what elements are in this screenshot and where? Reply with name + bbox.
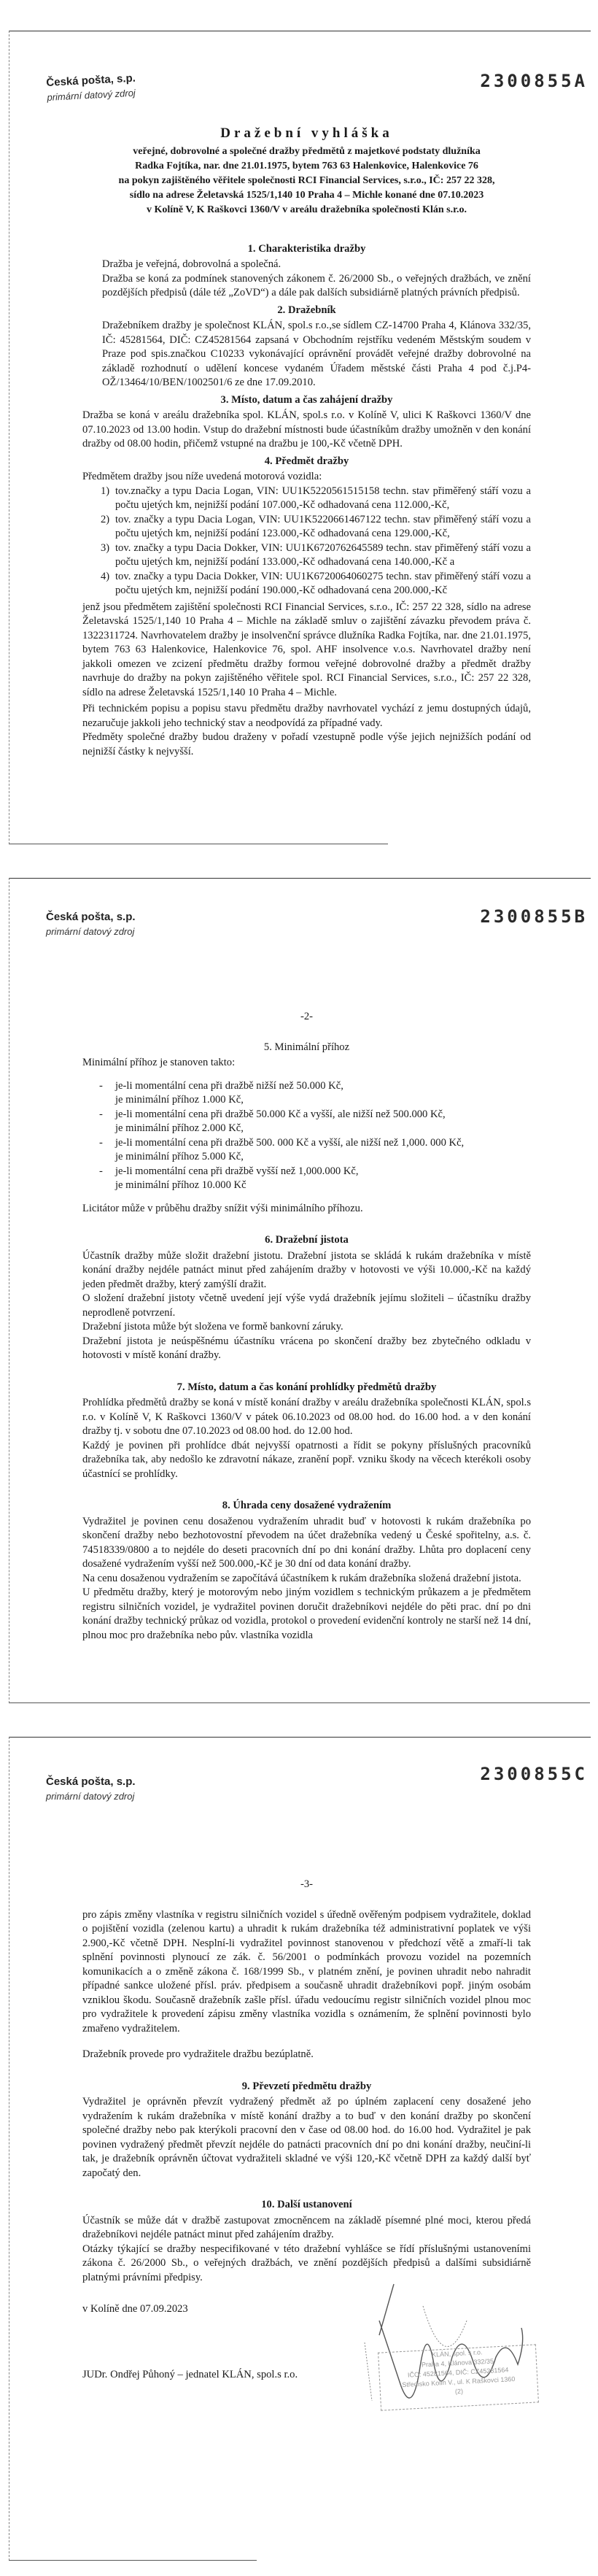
- paragraph: Prohlídka předmětů dražby se koná v místě konání dražby v areálu dražebníka společnosti KLÁN, spol.s r.o. v Kolíně V, K Raškovci 1360/V v pátek 06.10.2023 od 08.00 hod. do 16.00 hod. a v den konání dražby tj. v sobotu dne 07.10.2023 od 08.00 hod. do 12.00 hod.: [82, 1397, 531, 1437]
- item-number: 2): [101, 513, 110, 525]
- paragraph: Dražební jistota je neúspěšnému účastníku vrácena po skončení dražby bez zbytečného odkladu v hotovosti v místě konání dražby.: [82, 1335, 531, 1361]
- bid-condition: - je-li momentální cena při dražbě vyšší než 1,000.000 Kč,: [115, 1165, 359, 1177]
- paragraph: Licitátor může v průběhu dražby snížit výši minimálního příhozu.: [82, 1202, 363, 1214]
- section-1-body: [82, 258, 531, 301]
- paragraph: Dražebníkem dražby je společnost KLÁN, spol.s r.o.,se sídlem CZ-14700 Praha 4, Klánova 332/35, IČ: 45281564, DIČ: CZ45281564 zapsaná v Obchodním rejstříku vedeném Městským soudem v Praze pod spis.značkou C10233 vykonávající oprávnění provádět veřejné dražby dobrovolné na základě rozhodnutí o udělení koncese vydaném Úřadem městské části Praha 4 pod č.j.P4-OŽ/13464/10/BEN/1002501/6 ze dne 17.09.2010.: [102, 320, 531, 388]
- paragraph: Účastník se může dát v dražbě zastupovat zmocněncem na základě písemné plné moci, kterou předá dražebníkovi nejdéle patnáct minut před zahájením dražby.: [82, 2214, 531, 2240]
- section-3-heading: 3. Místo, datum a čas zahájení dražby: [220, 393, 393, 406]
- item-text: tov.značky a typu Dacia Logan, VIN: UU1K5220561515158 techn. stav přiměřený stáří vozu a počtu ujetých km, nejnižší podání 107.000,-Kč odhadovaná cena 112.000,-Kč,: [115, 485, 531, 511]
- seal-line: Praha 4, Klánova 332/35: [421, 2357, 494, 2369]
- paragraph: pro zápis změny vlastníka v registru silničních vozidel s úředně ověřeným podpisem vydražitele, doklad o pojištění vozidla (zelenou kartu) a uhradit k rukám dražebníka též administrativní poplatek ve výši 2.900,-Kč včetně DPH. Nesplní-li vydražitel povinnost stanovenou v předchozí větě a zmaří-li tak splnění povinnosti plynoucí ze zák. č. 56/2001 o podmínkách provozu vozidel na pozemních komunikacích a o změně zákona č. 168/1999 Sb., v platném znění, je povinen uhradit nebo nahradit případné sankce uložené přísl. práv. předpisem a současně uhradit dražebníkovi popř. jiným osobám vzniklou škodu. Současně dražebník zašle přísl. úřadu vedoucímu registr silničních vozidel plnou moc pro vydražitele k provedení zápisu změny vlastníka vozidla s oznámením, že splnění povinnosti bylo zmařeno vydražitelem.: [82, 1908, 531, 2035]
- subtitle-line: veřejné, dobrovolné a společné dražby předmětů z majetkové podstaty dlužníka: [133, 145, 481, 157]
- paragraph: Dražebník provede pro vydražitele dražbu bezúplatně.: [82, 2048, 314, 2060]
- signatory: JUDr. Ondřej Půhoný – jednatel KLÁN, spol.s r.o.: [82, 2368, 298, 2380]
- section-4-heading: 4. Předmět dražby: [264, 455, 349, 467]
- stamp-sub: primární datový zdroj: [47, 87, 136, 103]
- stamp-org: Česká pošta, s.p.: [46, 1775, 136, 1788]
- min-bid-list: [82, 1079, 531, 1193]
- postal-stamp: [46, 72, 136, 103]
- document-page-1: [9, 31, 591, 844]
- paragraph: Dražební jistota může být složena ve formě bankovní záruky.: [82, 1321, 343, 1333]
- paragraph: jenž jsou předmětem zajištění společnosti RCI Financial Services, s.r.o., IČ: 257 22 328, sídlo na adrese Želetavská 1525/1,140 10 Praha 4 – Michle na základě smluv o zajištění závazku převodem práva č. 1322311724. Navrhovatelem dražby je insolvenční správce dlužníka Radka Fojtíka, nar. dne 21.01.1975, bytem 763 63 Halenkovice, Halenkovice 76, spol. AHF insolvence v.o.s. Navrhovatel dražby není jakkoli omezen ve zcizení předmětu dražby formou veřejné dobrovolné dražby a předmět dražby navrhuje do dražby na pokyn zajištěného věřitele spol. RCI Financial Services, s.r.o., IČ: 257 22 328, sídlo na adrese Želetavská 1525/1,140 10 Praha 4 – Michle.: [82, 601, 531, 698]
- document-number: 2300855A: [480, 71, 588, 91]
- paragraph: O složení dražební jistoty včetně uvedení její výše vydá dražebník jejímu složiteli – účastníku dražby neprodleně potvrzení.: [82, 1292, 531, 1319]
- item-number: 4): [101, 570, 110, 582]
- item-text: tov. značky a typu Dacia Dokker, VIN: UU1K6720064060275 techn. stav přiměřený stáří vozu a počtu ujetých km, nejnižší podání 190.000,-Kč odhadovaná cena 200.000,-Kč: [115, 570, 531, 596]
- vehicle-item: [82, 513, 531, 541]
- paragraph: Předměty společné dražby budou draženy v pořadí vzestupně podle výše jejich nejnižších podání od nejnižší částky k nejvyšší.: [82, 731, 531, 757]
- section-8-heading: 8. Úhrada ceny dosažené vydražením: [222, 1500, 392, 1511]
- seal-line: Středisko Kolín V., ul. K Raškovci 1360: [402, 2375, 516, 2389]
- paragraph: Při technickém popisu a popisu stavu předmětu dražby navrhovatel vychází z jemu dostupných údajů, nezaručuje jakkoli jeho technický stav a neodpovídá za případné vady.: [82, 703, 531, 729]
- section-10-heading: 10. Další ustanovení: [261, 2199, 352, 2210]
- paragraph: U předmětu dražby, který je motorovým nebo jiným vozidlem s technickým průkazem a je předmětem registru silničních vozidel, je vydražitel povinen doručit dražebníkovi nejdéle do pěti prac. dní po dni konání dražby technický průkaz od vozidla, protokol o provedení evidenční kontroly ne starší než 14 dní, plnou moc pro dražebníka nebo pův. vlastníka vozidla: [82, 1586, 531, 1641]
- paragraph: Dražba se koná v areálu dražebníka spol. KLÁN, spol.s r.o. v Kolíně V, ulici K Raškovci 1360/V dne 07.10.2023 od 13.00 hodin. Vstup do dražební místnosti bude účastníkům dražby umožněn v den konání dražby od 08.00 hodin, přičemž vstupné na dražbu je 100,-Kč včetně DPH.: [82, 409, 531, 450]
- min-bid-item: [82, 1165, 531, 1193]
- stamp-sub: primární datový zdroj: [46, 1791, 135, 1802]
- stamp-org: Česká pošta, s.p.: [46, 911, 136, 923]
- postal-stamp: [46, 911, 136, 937]
- paragraph: Na cenu dosaženou vydražením se započítává účastníkem k rukám dražebníka složená dražební jistota.: [82, 1572, 521, 1584]
- stamp-org: Česká pošta, s.p.: [46, 72, 136, 89]
- section-6-heading: 6. Dražební jistota: [265, 1234, 349, 1246]
- vehicle-item: [82, 485, 531, 513]
- subtitle-line: na pokyn zajištěného věřitele společnosti RCI Financial Services, s.r.o., IČ: 257 22 328,: [118, 174, 495, 186]
- document-subtitle: [68, 144, 545, 217]
- section-1-heading: 1. Charakteristika dražby: [247, 242, 366, 255]
- paragraph: Minimální příhoz je stanoven takto:: [82, 1057, 236, 1068]
- company-seal: [378, 2344, 539, 2410]
- paragraph: Vydražitel je povinen cenu dosaženou vydražením uhradit buď v hotovosti k rukám dražebníka po skončení dražby nebo bezhotovostní převodem na účet dražebníka vedený u České spořitelny, a.s. č. 74518339/0800 a to nejdéle do deseti pracovních dní po dni konání dražby. Lhůta pro doplacení ceny dosažené vydražením vyšší než 500.000,-Kč je 30 dní od data konání dražby.: [82, 1515, 531, 1570]
- paragraph: Předmětem dražby jsou níže uvedená motorová vozidla:: [82, 471, 322, 482]
- bid-condition: - je-li momentální cena při dražbě 50.000 Kč a vyšší, ale nižší než 500.000 Kč,: [115, 1108, 446, 1120]
- section-5-heading: 5. Minimální příhoz: [263, 1041, 350, 1053]
- document-number: 2300855B: [480, 906, 588, 927]
- page-2-content: [82, 1010, 531, 1643]
- item-number: 1): [101, 485, 110, 497]
- paragraph: Každý je povinen při prohlídce dbát nejvyšší opatrnosti a řídit se pokyny příslušných pracovníků dražebníka tak, aby nedošlo ke zdravotní nákaze, zranění popř. vzniku škody na věcech kterékoli osoby účastnící se prohlídky.: [82, 1439, 531, 1480]
- stamp-sub: primární datový zdroj: [46, 926, 135, 937]
- seal-line: IČO: 45281564, DIČ: CZ45281564: [407, 2366, 509, 2379]
- item-text: tov. značky a typu Dacia Dokker, VIN: UU1K6720762645589 techn. stav přiměřený stáří vozu a počtu ujetých km, nejnižší podání 133.000,-Kč odhadovaná cena 140.000,-Kč a: [115, 541, 531, 568]
- document-page-3: [9, 1737, 591, 2561]
- min-bid-item: [82, 1079, 531, 1108]
- page-2-bottom-edge: [9, 1702, 590, 1703]
- document-page-2: [9, 878, 591, 1703]
- bid-amount: je minimální příhoz 2.000 Kč,: [115, 1122, 244, 1134]
- seal-line: KLÁN, spol. s r.o.: [431, 2348, 483, 2359]
- paragraph: Účastník dražby může složit dražební jistotu. Dražební jistota se skládá k rukám dražebníka v místě konání dražby nejdéle patnáct minut před zahájením dražby v hotovosti ve výši 10.000,-Kč na každý jeden předmět dražby, který zamýšlí dražit.: [82, 1249, 531, 1290]
- paragraph: Dražba se koná za podmínek stanovených zákonem č. 26/2000 Sb., o veřejných dražbách, ve znění pozdějších předpisů (dále též „ZoVD“) a dále pak dalších subsidiárně platných právních předpisů.: [102, 272, 531, 298]
- page-number: -2-: [300, 1011, 314, 1022]
- bid-amount: je minimální příhoz 10.000 Kč: [115, 1179, 246, 1191]
- bid-condition: - je-li momentální cena při dražbě 500. 000 Kč a vyšší, ale nižší než 1,000. 000 Kč,: [115, 1136, 465, 1149]
- page-3-bottom-edge: [9, 2560, 257, 2561]
- bid-condition: - je-li momentální cena při dražbě nižší než 50.000 Kč,: [115, 1079, 343, 1092]
- bid-amount: je minimální příhoz 5.000 Kč,: [115, 1151, 244, 1162]
- section-7-heading: 7. Místo, datum a čas konání prohlídky předmětů dražby: [176, 1381, 437, 1393]
- document-title: Dražební vyhláška: [220, 126, 393, 141]
- postal-stamp: [46, 1775, 136, 1802]
- document-number: 2300855C: [480, 1764, 588, 1784]
- paragraph: Otázky týkající se dražby nespecifikované v této dražební vyhlášce se řídí příslušnými ustanoveními zákona č. 26/2000 Sb., o veřejných dražbách, ve znění pozdějších předpisů a dalšími subsidiárně platnými právními předpisy.: [82, 2243, 531, 2283]
- page-number: -3-: [300, 1878, 314, 1890]
- section-9-heading: 9. Převzetí předmětu dražby: [241, 2080, 372, 2092]
- paragraph: Vydražitel je oprávněn převzít vydražený předmět až po úplném zaplacení ceny dosažené jeho vydražením k rukám dražebníka v místě konání dražby a to buď v den konání dražby po skončení společné dražby nebo pak kterýkoli pracovní den v čase od 08.00 hod. do 16.00 hod. Vydražitel je pak povinen vydražený předmět převzít nejdéle do patnácti pracovních dní po dni konání dražby, neučiní-li tak, je dražebník oprávněn účtovat vydražiteli skladné ve výši 120,-Kč včetně DPH za každý další byť započatý den.: [82, 2096, 531, 2179]
- section-2-body: [82, 319, 531, 390]
- place-and-date: v Kolíně dne 07.09.2023: [82, 2303, 188, 2315]
- item-text: tov. značky a typu Dacia Logan, VIN: UU1K5220661467122 techn. stav přiměřený stáří vozu a počtu ujetých km, nejnižší podání 123.000,-Kč odhadovaná cena 129.000,-Kč,: [115, 513, 531, 539]
- item-number: 3): [101, 541, 110, 554]
- subtitle-line: sídlo na adrese Želetavská 1525/1,140 10 Praha 4 – Michle konané dne 07.10.2023: [129, 189, 484, 201]
- seal-line: (2): [454, 2387, 464, 2396]
- min-bid-item: [82, 1136, 531, 1165]
- vehicle-list: [82, 485, 531, 598]
- section-2-heading: 2. Dražebník: [277, 304, 336, 316]
- vehicle-item: [82, 570, 531, 598]
- bid-amount: je minimální příhoz 1.000 Kč,: [115, 1094, 244, 1106]
- page-1-content: [82, 126, 531, 759]
- vehicle-item: [82, 541, 531, 570]
- subtitle-line: v Kolíně V, K Raškovci 1360/V v areálu dražebníka společnosti Klán s.r.o.: [146, 204, 467, 215]
- paragraph: Dražba je veřejná, dobrovolná a společná.: [102, 258, 281, 270]
- min-bid-item: [82, 1108, 531, 1136]
- subtitle-line: Radka Fojtíka, nar. dne 21.01.1975, bytem 763 63 Halenkovice, Halenkovice 76: [135, 160, 478, 171]
